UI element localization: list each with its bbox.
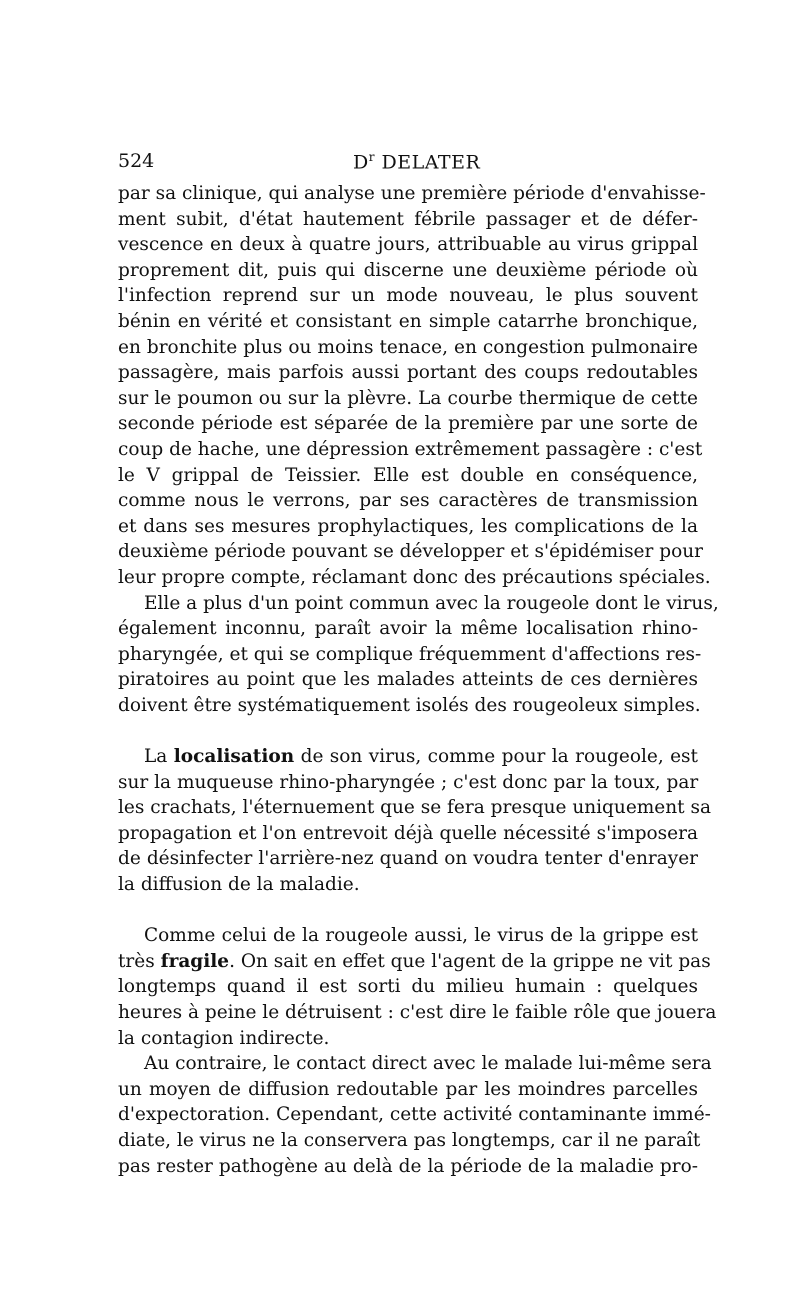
text-line: la diffusion de la maladie. — [118, 874, 360, 896]
text-line: longtemps quand il est sorti du milieu humain : quelques — [118, 976, 698, 998]
author-name: DELATER — [381, 151, 481, 174]
text-line: seconde période est séparée de la première par une sorte de — [118, 413, 698, 435]
text-run: très — [118, 950, 161, 972]
text-line: coup de hache, une dépression extrêmement passagère : c'est — [118, 438, 703, 460]
text-line: sur la muqueuse rhino-pharyngée ; c'est donc par la toux, par — [118, 771, 699, 793]
text-line: et dans ses mesures prophylactiques, les complications de la — [118, 515, 698, 537]
text-run: La — [144, 746, 174, 768]
text-line: sur le poumon ou sur la plèvre. La courbe thermique de cette — [118, 387, 698, 409]
author-prefix: D — [353, 151, 369, 174]
text-line: le V grippal de Teissier. Elle est double en conséquence, — [118, 464, 698, 486]
text-line: par sa clinique, qui analyse une première période d'envahisse- — [118, 183, 706, 204]
page-number: 524 — [118, 150, 155, 172]
paragraph-2 — [118, 591, 719, 719]
text-line: doivent être systématiquement isolés des rougeoleux simples. — [118, 694, 701, 716]
text-line: heures à peine le détruisent : c'est dire le faible rôle que jouera — [118, 1002, 717, 1023]
text-line: pharyngée, et qui se complique fréquemment d'affections res- — [118, 643, 702, 665]
author-sup: r — [368, 150, 375, 164]
paragraph-gap — [118, 718, 698, 744]
emphasis-fragile: fragile — [160, 950, 230, 972]
text-line: la contagion indirecte. — [118, 1027, 330, 1049]
running-title — [353, 150, 480, 173]
emphasis-localisation: localisation — [173, 746, 295, 768]
text-line: vescence en deux à quatre jours, attribuable au virus grippal — [118, 234, 698, 256]
text-line: comme nous le verrons, par ses caractères de transmission — [118, 490, 698, 512]
page-header — [118, 150, 688, 174]
text-line: d'expectoration. Cependant, cette activité contaminante immé- — [118, 1104, 711, 1126]
text-run: . On sait en effet que l'agent de la grippe ne vit pas — [229, 950, 711, 972]
text-line: piratoires au point que les malades atteints de ces dernières — [118, 669, 698, 691]
text-line: l'infection reprend sur un mode nouveau, le plus souvent — [118, 285, 698, 307]
paragraph-3 — [118, 744, 712, 898]
text-line: pas rester pathogène au delà de la période de la maladie pro- — [118, 1155, 698, 1177]
text-line — [118, 744, 698, 770]
text-line: en bronchite plus ou moins tenace, en congestion pulmonaire — [118, 336, 698, 358]
body-text — [118, 181, 719, 1179]
text-line: deuxième période pouvant se développer et s'épidémiser pour — [118, 541, 703, 563]
text-line — [118, 949, 711, 975]
text-line: proprement dit, puis qui discerne une deuxième période où — [118, 259, 698, 281]
text-line: Au contraire, le contact direct avec le malade lui-même sera — [144, 1053, 712, 1075]
text-line: ment subit, d'état hautement fébrile passager et de défer- — [118, 208, 698, 230]
paragraph-4 — [118, 923, 717, 1051]
text-line: propagation et l'on entrevoit déjà quelle nécessité s'imposera — [118, 822, 698, 844]
paragraph-5 — [118, 1051, 712, 1179]
text-line: Elle a plus d'un point commun avec la rougeole dont le virus, — [144, 592, 719, 614]
text-line: bénin en vérité et consistant en simple catarrhe bronchique, — [118, 310, 698, 332]
text-line: leur propre compte, réclamant donc des précautions spéciales. — [118, 566, 711, 588]
text-line: passagère, mais parfois aussi portant des coups redoutables — [118, 362, 698, 384]
text-line: Comme celui de la rougeole aussi, le virus de la grippe est — [144, 925, 698, 947]
text-run: de son virus, comme pour la rougeole, est — [294, 746, 698, 768]
text-line: de désinfecter l'arrière-nez quand on voudra tenter d'enrayer — [118, 848, 698, 870]
text-line: diate, le virus ne la conservera pas longtemps, car il ne paraît — [118, 1129, 701, 1151]
text-line: les crachats, l'éternuement que se fera presque uniquement sa — [118, 797, 712, 819]
paragraph-gap — [118, 898, 698, 924]
text-line: un moyen de diffusion redoutable par les moindres parcelles — [118, 1078, 698, 1100]
text-line: également inconnu, paraît avoir la même localisation rhino- — [118, 618, 698, 640]
paragraph-1 — [118, 181, 711, 591]
